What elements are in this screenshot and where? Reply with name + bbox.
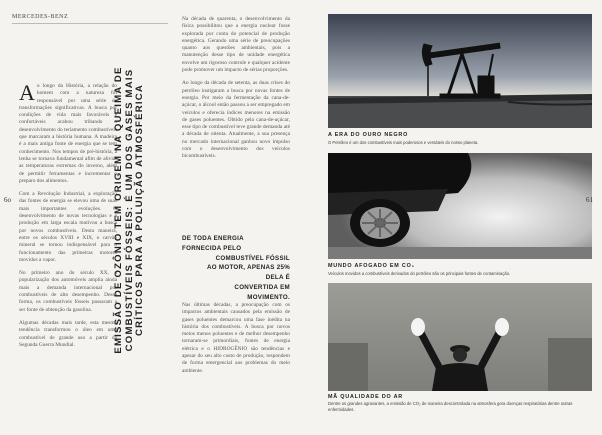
caption-text: O Petróleo é um dos combustíveis mais poderosos e versáteis do nosso planeta.	[328, 140, 479, 145]
traffic-officer-photo	[328, 283, 592, 391]
header-rule	[12, 23, 168, 24]
page-number-right: 61	[586, 196, 593, 204]
pull-quote-line: CONVERTIDA EM	[234, 283, 290, 291]
paragraph: No primeiro ano do século XX, a popularização dos automóveis amplia ainda mais a demanda internacional por combustíveis de alto desempenho. Dessa forma, os combustíveis fósseis passaram a ser fonte de obtenção da gasolina.	[19, 270, 117, 313]
drop-cap: A	[19, 80, 35, 105]
pull-quote-line: MOVIMENTO.	[247, 293, 290, 301]
caption-text: Veículos movidos a combustíveis derivados do petróleo são os principais fontes de contaminação.	[328, 271, 511, 276]
article-column-1	[19, 80, 117, 355]
pull-quote	[182, 234, 290, 303]
caption-title: MÃ QUALIDADE DO AR	[328, 394, 403, 400]
caption-title: A ERA DO OURO NEGRO	[328, 132, 409, 138]
pull-quote-line: FORNECIDA PELO	[182, 244, 242, 252]
page-number-left: 6o	[4, 196, 11, 204]
article-column-2-bottom	[182, 302, 290, 381]
paragraph: Ao longo da década de setenta, as duas crises do petróleo instigaram a busca por novas fontes de energia. Por meio da fermentação da cana-de-açúcar, o álcool então passou a ser empregado em veículos e oferecia índices menores na emissão de gases poluentes. Obtido pela cana-de-açúcar, esse tipo de combustível teve grande demanda até a década de oitenta. Atualmente, a sua presença no mercado internacional ganhou novo impulso com o desenvolvimento dos veículos bicombustíveis.	[182, 80, 290, 160]
brand-header: MERCEDES-BENZ	[12, 14, 69, 20]
paragraph: Com a Revolução Industrial, a exploração das fontes de energia se elevou uma de suas mais importantes evoluções. O desenvolvimento de novas tecnologias e a produção em larga escala motivou a busca por novos combustíveis. Desta maneira, entre os séculos XVIII e XIX, o carvão mineral se tornou indispensável para o funcionamento das primeiras motores movidos a vapor.	[19, 191, 117, 263]
paragraph: Nas últimas décadas, a preocupação com os impactos ambientais causados pela emissão de gases poluentes demarcou uma fase inédita na história dos combustíveis. A busca por novos meios menos poluentes e de melhor desempenho tornaram-se primordiais, fontes de energia elétrica e o HIDROGÊNIO são tendências e apesar do seu alto custo de produção, respondem de forma emergencial aos problemas do meio ambiente.	[182, 302, 290, 374]
pull-quote-line: AO MOTOR, APENAS 25%	[206, 264, 290, 272]
paragraph: Algumas décadas mais tarde, esta mesma tendência transformou o óleo em uma combustível de grande uso a partir da Segunda Guerra Mundial.	[19, 319, 117, 348]
caption-text: Dentre os grandes agravantes, a emissão de CO₂ de maneira descontrolada na atmosfera gera doenças respiratórias dentre outras enfermidades.	[328, 401, 573, 412]
pull-quote-line: DELA É	[265, 274, 290, 282]
pull-quote-line: DE TODA ENERGIA	[182, 235, 244, 242]
pull-quote-line: COMBUSTÍVEL FÓSSIL	[215, 254, 290, 262]
exhaust-smoke-photo	[328, 153, 592, 259]
oil-pump-photo	[328, 14, 592, 128]
vertical-title: EMISSÃO DE OZÔNIO TEM ORIGEM NA QUEIMA DE COMBUSTÍVEIS FÓSSEIS: É UM DOS GASES MAIS CRÍTICOS PARA A POLUIÇÃO ATMOSFÉRICA	[113, 66, 145, 354]
paragraph: o longo da História, a relação do homem com a natureza foi responsável por uma série de transformações significativas. A busca por condições de vida mais favoráveis e confortáveis acabou tribando o desenvolvimento do teriamento combustíveis que marcaram a história humana. A madeira é a mais antiga fonte de energia que se tem conhecimento. Nos tempos de pré-história, a lenha se tornava fundamental afim de aliviar as temperaturas extremas do inverno, além de permitir ferramentas e incrementar o preparo dos alimentos.	[19, 83, 117, 184]
caption-title: MUNDO AFOGADO EM CO₂	[328, 263, 415, 269]
article-column-2	[182, 16, 290, 167]
paragraph: Na década de quarenta, o desenvolvimento da física possibilitou que a energia nuclear fosse explorada por conta do potencial de produção energética. Gerando uma série de preocupações quanto aos questões ambientais, pois a manutenção desse tipo de unidade energética envolve um rigoroso controle e qualquer acidente pode promover um impacto de sérias proporções.	[182, 16, 290, 74]
